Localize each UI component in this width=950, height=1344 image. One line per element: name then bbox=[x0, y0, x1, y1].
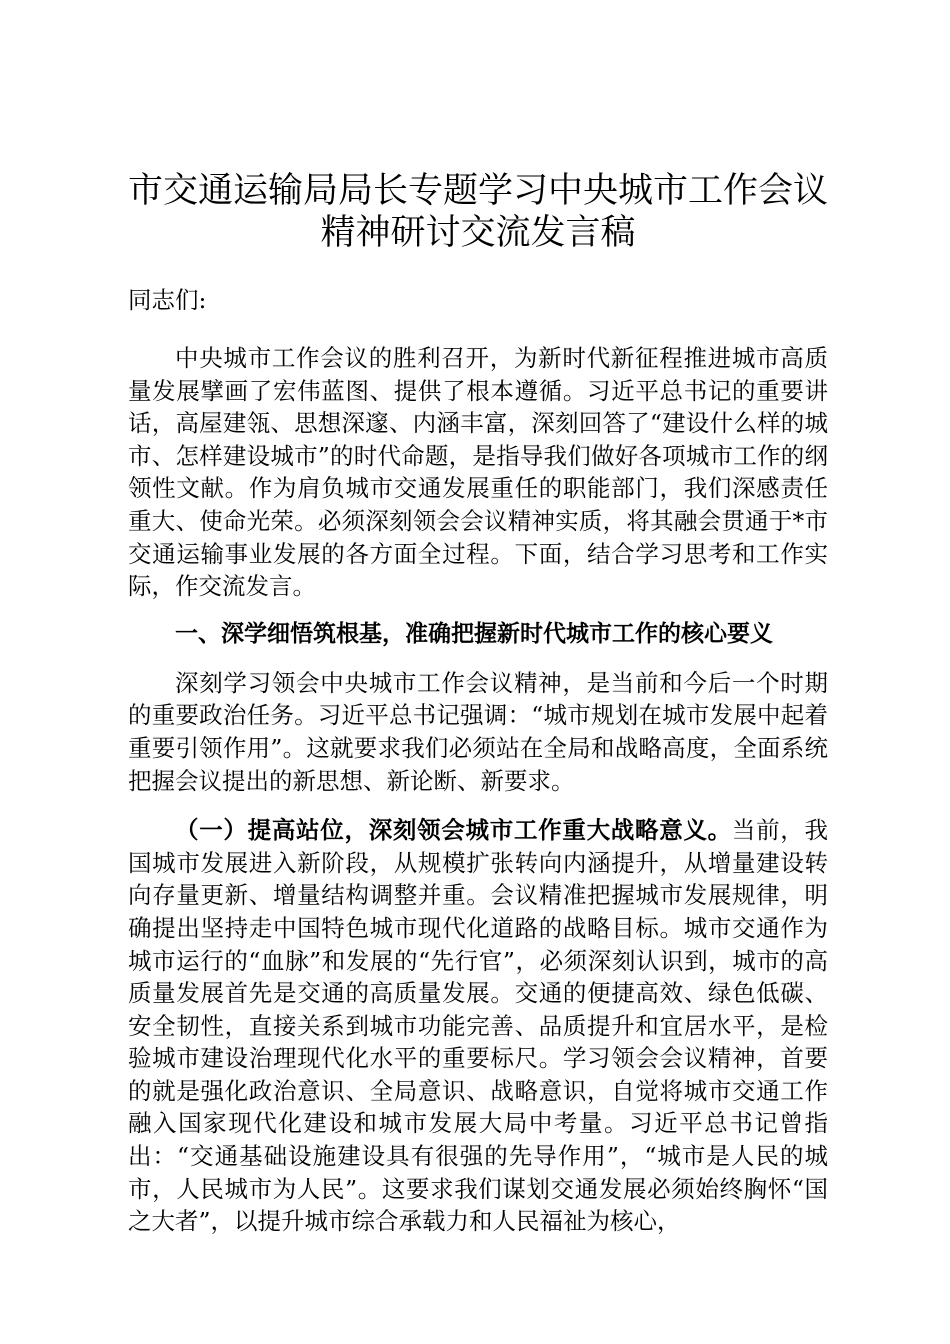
paragraph-section-1-intro: 深刻学习领会中央城市工作会议精神，是当前和今后一个时期的重要政治任务。习近平总书记强调：“城市规划在城市发展中起着重要引领作用”。这就要求我们必须站在全局和战略高度，全面系统把握会议提出的新思想、新论断、新要求。 bbox=[128, 668, 828, 795]
document-title bbox=[128, 170, 828, 254]
title-line-1: 市交通运输局局长专题学习中央城市工作会议 bbox=[128, 171, 829, 211]
document-body bbox=[128, 170, 828, 1238]
subsection-heading-1: （一）提高站位，深刻领会城市工作重大战略意义。 bbox=[175, 816, 732, 845]
section-heading-1: 一、深学细悟筑根基，准确把握新时代城市工作的核心要义 bbox=[175, 620, 773, 647]
salutation: 同志们: bbox=[128, 286, 207, 314]
paragraph-subsection-1 bbox=[128, 814, 828, 1238]
subsection-1-text: 当前，我国城市发展进入新阶段，从规模扩张转向内涵提升，从增量建设转向存量更新、增量结构调整并重。会议精准把握城市发展规律，明确提出坚持走中国特色城市现代化道路的战略目标。城市交通作为城市运行的“血脉”和发展的“先行官”，必须深刻认识到，城市的高质量发展首先是交通的高质量发展。交通的便捷高效、绿色低碳、安全韧性，直接关系到城市功能完善、品质提升和宜居水平，是检验城市建设治理现代化水平的重要标尺。学习领会会议精神，首要的就是强化政治意识、全局意识、战略意识，自觉将城市交通工作融入国家现代化建设和城市发展大局中考量。习近平总书记曾指出：“交通基础设施建设具有很强的先导作用”，“城市是人民的城市，人民城市为人民”。这要求我们谋划交通发展必须始终胸怀“国之大者”，以提升城市综合承载力和人民福祉为核心， bbox=[128, 816, 829, 1236]
title-line-2: 精神研讨交流发言稿 bbox=[320, 213, 636, 253]
paragraph-intro: 中央城市工作会议的胜利召开，为新时代新征程推进城市高质量发展擘画了宏伟蓝图、提供了根本遵循。习近平总书记的重要讲话，高屋建瓴、思想深邃、内涵丰富，深刻回答了“建设什么样的城市、怎样建设城市”的时代命题，是指导我们做好各项城市工作的纲领性文献。作为肩负城市交通发展重任的职能部门，我们深感责任重大、使命光荣。必须深刻领会会议精神实质，将其融会贯通于*市交通运输事业发展的各方面全过程。下面，结合学习思考和工作实际，作交流发言。 bbox=[128, 344, 828, 601]
